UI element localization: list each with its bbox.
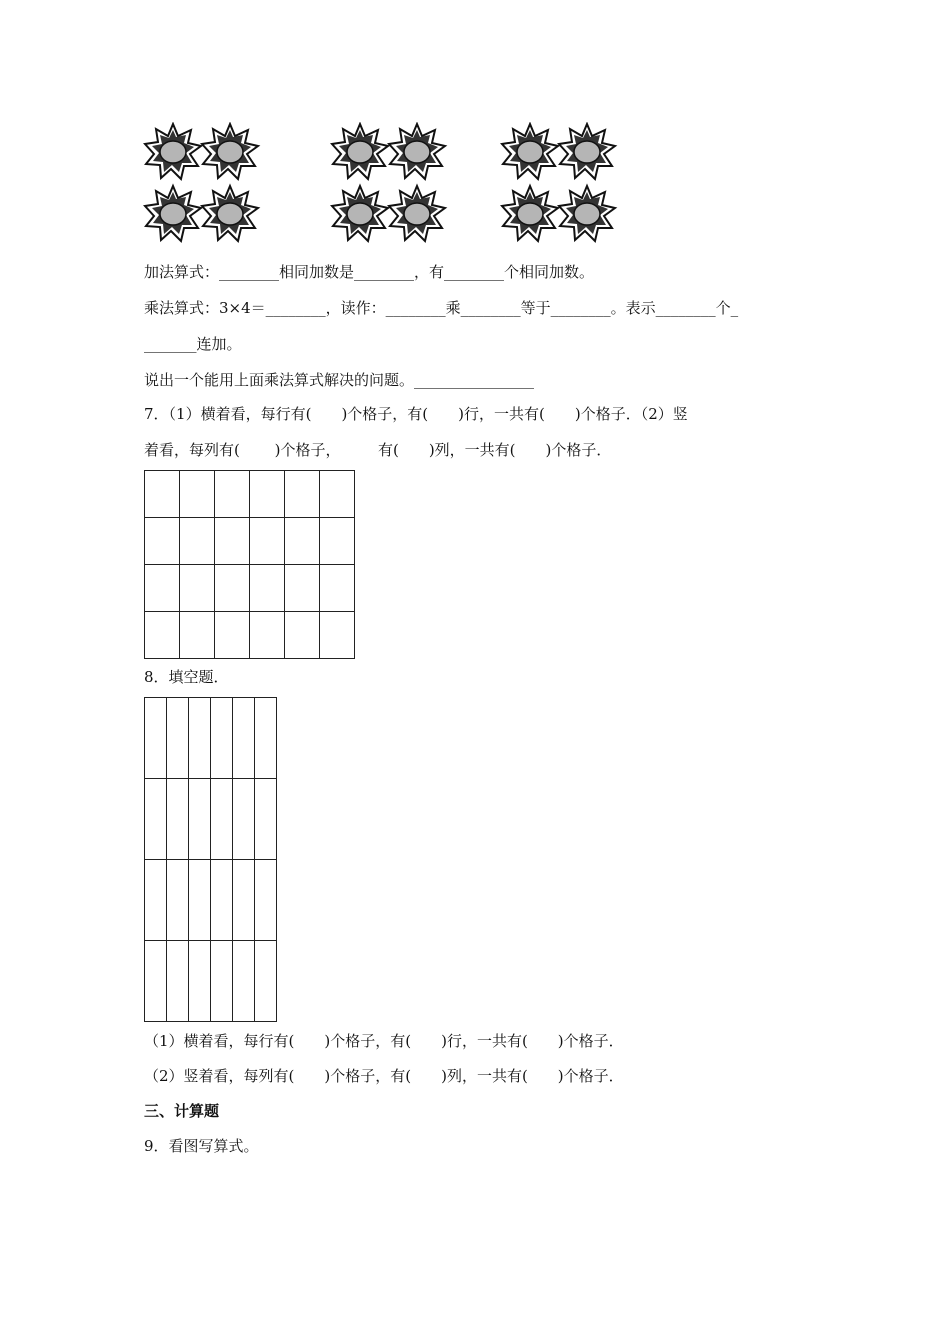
sun-icon bbox=[145, 186, 201, 241]
grid-cell bbox=[145, 941, 167, 1022]
grid-cell bbox=[250, 518, 285, 565]
q6-multiplication-line: 乘法算式：3×4＝________，读作：________乘________等于________。表示________个_ bbox=[144, 299, 739, 317]
grid-cell bbox=[215, 471, 250, 518]
grid-cell bbox=[145, 860, 167, 941]
grid-cell bbox=[211, 779, 233, 860]
grid-cell bbox=[167, 860, 189, 941]
q6-problem-line: 说出一个能用上面乘法算式解决的问题。________________ bbox=[144, 371, 535, 389]
grid-cell bbox=[285, 518, 320, 565]
grid-cell bbox=[255, 860, 277, 941]
grid-cell bbox=[285, 565, 320, 612]
q7-grid bbox=[144, 470, 355, 659]
sun-icon bbox=[202, 124, 258, 179]
q8-grid bbox=[144, 697, 277, 1022]
grid-cell bbox=[250, 565, 285, 612]
grid-cell bbox=[255, 941, 277, 1022]
sun-icon bbox=[559, 124, 615, 179]
sun-icon bbox=[502, 186, 558, 241]
grid-row bbox=[145, 860, 277, 941]
grid-cell bbox=[180, 612, 215, 659]
sun-icon bbox=[145, 124, 201, 179]
q9-title: 9．看图写算式。 bbox=[144, 1137, 259, 1155]
grid-cell bbox=[285, 612, 320, 659]
q8-sub-question-2: （2）竖着看，每列有( )个格子，有( )列，一共有( )个格子． bbox=[144, 1067, 624, 1085]
grid-cell bbox=[255, 779, 277, 860]
q6-addition-line: 加法算式：________相同加数是________，有________个相同加数。 bbox=[144, 263, 595, 281]
grid-cell bbox=[211, 941, 233, 1022]
grid-cell bbox=[320, 518, 355, 565]
grid-cell bbox=[211, 698, 233, 779]
grid-row bbox=[145, 941, 277, 1022]
grid-row bbox=[145, 471, 355, 518]
grid-cell bbox=[145, 612, 180, 659]
grid-row bbox=[145, 612, 355, 659]
grid-cell bbox=[180, 565, 215, 612]
sun-figure bbox=[140, 122, 640, 247]
grid-cell bbox=[233, 860, 255, 941]
sun-icon bbox=[202, 186, 258, 241]
grid-cell bbox=[189, 860, 211, 941]
q8-title: 8．填空题． bbox=[144, 668, 229, 686]
grid-cell bbox=[145, 565, 180, 612]
grid-cell bbox=[167, 941, 189, 1022]
grid-cell bbox=[145, 471, 180, 518]
grid-row bbox=[145, 779, 277, 860]
grid-cell bbox=[285, 471, 320, 518]
grid-cell bbox=[215, 612, 250, 659]
grid-cell bbox=[233, 779, 255, 860]
grid-cell bbox=[180, 518, 215, 565]
grid-cell bbox=[167, 698, 189, 779]
grid-row bbox=[145, 518, 355, 565]
q8-sub-question-1: （1）横着看，每行有( )个格子，有( )行，一共有( )个格子． bbox=[144, 1032, 624, 1050]
grid-cell bbox=[180, 471, 215, 518]
q7-line-2: 着看，每列有( )个格子， 有( )列，一共有( )个格子． bbox=[144, 441, 612, 459]
sun-icon bbox=[332, 124, 388, 179]
grid-cell bbox=[250, 471, 285, 518]
grid-row bbox=[145, 565, 355, 612]
grid-cell bbox=[233, 698, 255, 779]
grid-cell bbox=[189, 941, 211, 1022]
grid-cell bbox=[320, 565, 355, 612]
sun-icon bbox=[559, 186, 615, 241]
grid-cell bbox=[145, 518, 180, 565]
grid-cell bbox=[255, 698, 277, 779]
grid-cell bbox=[167, 779, 189, 860]
grid-cell bbox=[211, 860, 233, 941]
grid-cell bbox=[320, 612, 355, 659]
grid-row bbox=[145, 698, 277, 779]
grid-cell bbox=[320, 471, 355, 518]
grid-cell bbox=[250, 612, 285, 659]
grid-cell bbox=[215, 518, 250, 565]
q7-line-1: 7．（1）横着看，每行有( )个格子，有( )行，一共有( )个格子．（2）竖 bbox=[144, 405, 688, 423]
grid-cell bbox=[215, 565, 250, 612]
grid-cell bbox=[189, 779, 211, 860]
sun-icon bbox=[332, 186, 388, 241]
sun-icon bbox=[389, 186, 445, 241]
grid-cell bbox=[145, 698, 167, 779]
sun-icon bbox=[502, 124, 558, 179]
grid-cell bbox=[145, 779, 167, 860]
grid-cell bbox=[189, 698, 211, 779]
section-3-heading: 三、计算题 bbox=[144, 1102, 220, 1120]
grid-cell bbox=[233, 941, 255, 1022]
q6-multiplication-line-cont: _______连加。 bbox=[144, 335, 242, 353]
sun-icon bbox=[389, 124, 445, 179]
